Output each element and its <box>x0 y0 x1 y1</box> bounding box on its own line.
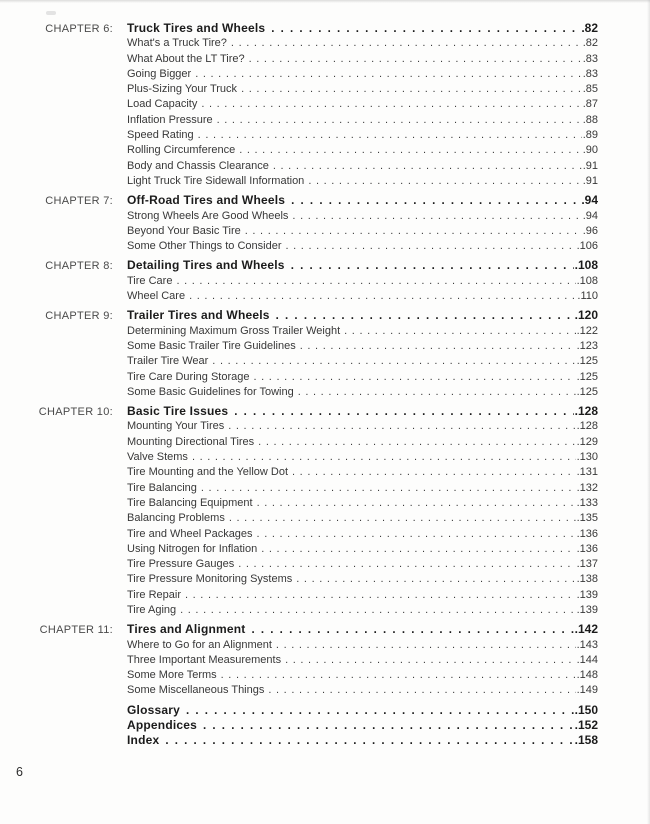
dot-leader <box>234 405 573 420</box>
toc-row <box>34 588 598 603</box>
dot-leader <box>285 653 576 668</box>
toc-row <box>34 542 598 557</box>
dot-leader <box>298 385 576 400</box>
entry-title: Tire Mounting and the Yellow Dot <box>127 466 289 479</box>
toc-row <box>34 308 598 323</box>
toc-row <box>34 258 598 273</box>
entry-page-number: .88 <box>582 113 598 126</box>
toc-row <box>34 435 598 450</box>
entry-page-number: .137 <box>576 558 598 571</box>
entry-page-number: .108 <box>576 274 598 287</box>
dot-leader <box>249 52 582 67</box>
entry-title: Load Capacity <box>127 98 198 111</box>
dot-leader <box>276 638 576 653</box>
entry-page-number: .89 <box>582 129 598 142</box>
entry-page-number: .149 <box>576 684 598 697</box>
entry-title: Trailer Tire Wear <box>127 355 209 368</box>
scan-artifact <box>46 11 56 15</box>
dot-leader <box>344 324 575 339</box>
entry-page-number: .139 <box>576 588 598 601</box>
dot-leader <box>245 224 582 239</box>
entry-page-number: .106 <box>576 240 598 253</box>
dot-leader <box>185 588 576 603</box>
dot-leader <box>229 511 576 526</box>
entry-title: Rolling Circumference <box>127 144 236 157</box>
toc-row <box>34 159 598 174</box>
entry-page-number: .91 <box>582 159 598 172</box>
entry-page-number: .136 <box>576 542 598 555</box>
toc-row <box>34 668 598 683</box>
toc-row <box>34 419 598 434</box>
entry-title: Tire Repair <box>127 588 181 601</box>
entry-page-number: .148 <box>576 669 598 682</box>
toc-row <box>34 239 598 254</box>
chapter-label: CHAPTER 6: <box>45 23 113 35</box>
entry-page-number: .82 <box>581 21 598 35</box>
toc-row <box>34 622 598 637</box>
toc-row <box>34 703 598 718</box>
dot-leader <box>176 274 575 289</box>
dot-leader <box>285 239 575 254</box>
entry-title: Wheel Care <box>127 290 186 303</box>
table-of-contents <box>34 17 598 749</box>
entry-page-number: .142 <box>574 622 598 637</box>
toc-row <box>34 718 598 733</box>
entry-title: Where to Go for an Alignment <box>127 638 272 651</box>
entry-title: Tire Balancing <box>127 481 197 494</box>
toc-row <box>34 128 598 143</box>
entry-title: Plus-Sizing Your Truck <box>127 83 238 96</box>
entry-title: Three Important Measurements <box>127 653 282 666</box>
toc-row <box>34 385 598 400</box>
dot-leader <box>201 97 581 112</box>
dot-leader <box>273 159 582 174</box>
entry-title: Tire Balancing Equipment <box>127 496 253 509</box>
entry-title: Light Truck Tire Sidewall Information <box>127 174 305 187</box>
toc-row <box>34 82 598 97</box>
dot-leader <box>228 419 575 434</box>
entry-page-number: .94 <box>582 209 598 222</box>
dot-leader <box>165 734 573 749</box>
dot-leader <box>203 719 574 734</box>
dot-leader <box>212 354 575 369</box>
toc-row <box>34 450 598 465</box>
dot-leader <box>231 36 582 51</box>
toc-row <box>34 339 598 354</box>
entry-title: Tire Care <box>127 274 173 287</box>
entry-title: Balancing Problems <box>127 512 225 525</box>
dot-leader <box>271 22 580 37</box>
entry-page-number: .94 <box>581 193 598 208</box>
entry-title: Basic Tire Issues <box>127 404 229 419</box>
entry-title: Some Basic Guidelines for Towing <box>127 385 294 398</box>
entry-title: Determining Maximum Gross Trailer Weight <box>127 324 341 337</box>
entry-page-number: .83 <box>582 67 598 80</box>
entry-title: Tire Pressure Monitoring Systems <box>127 573 293 586</box>
entry-page-number: .143 <box>576 638 598 651</box>
chapter-label: CHAPTER 11: <box>39 624 113 637</box>
toc-row <box>34 572 598 587</box>
entry-page-number: .90 <box>582 144 598 157</box>
dot-leader <box>300 339 576 354</box>
entry-page-number: .152 <box>574 718 598 733</box>
entry-page-number: .136 <box>576 527 598 540</box>
entry-page-number: .83 <box>582 52 598 65</box>
dot-leader <box>186 704 574 719</box>
toc-row <box>34 404 598 419</box>
entry-page-number: .85 <box>582 83 598 96</box>
entry-page-number: .125 <box>576 370 598 383</box>
dot-leader <box>291 259 574 274</box>
entry-page-number: .128 <box>574 404 598 419</box>
chapter-label: CHAPTER 7: <box>45 195 113 208</box>
entry-page-number: .87 <box>582 98 598 111</box>
entry-page-number: .91 <box>582 174 598 187</box>
dot-leader <box>261 542 575 557</box>
toc-row <box>34 21 598 36</box>
toc-row <box>34 733 598 748</box>
toc-row <box>34 209 598 224</box>
dot-leader <box>221 668 576 683</box>
toc-row <box>34 67 598 82</box>
entry-title: Tires and Alignment <box>127 622 246 637</box>
dot-leader <box>241 82 582 97</box>
toc-row <box>34 511 598 526</box>
dot-leader <box>201 481 576 496</box>
entry-page-number: .125 <box>576 355 598 368</box>
entry-page-number: .158 <box>574 733 598 748</box>
entry-title: Using Nitrogen for Inflation <box>127 542 258 555</box>
toc-row <box>34 653 598 668</box>
entry-page-number: .138 <box>576 573 598 586</box>
entry-title: Detailing Tires and Wheels <box>127 258 285 273</box>
toc-row <box>34 465 598 480</box>
dot-leader <box>292 209 581 224</box>
toc-row <box>34 370 598 385</box>
dot-leader <box>198 128 582 143</box>
entry-title: Going Bigger <box>127 67 192 80</box>
dot-leader <box>252 623 574 638</box>
entry-title: Truck Tires and Wheels <box>127 21 266 35</box>
dot-leader <box>189 289 576 304</box>
dot-leader <box>180 603 575 618</box>
toc-row <box>34 354 598 369</box>
toc-row <box>34 174 598 189</box>
entry-page-number: .122 <box>576 324 598 337</box>
toc-row <box>34 324 598 339</box>
entry-page-number: .129 <box>576 435 598 448</box>
entry-page-number: .125 <box>576 385 598 398</box>
entry-title: Strong Wheels Are Good Wheels <box>127 209 289 222</box>
dot-leader <box>239 143 581 158</box>
entry-page-number: .130 <box>576 451 598 464</box>
dot-leader <box>268 683 575 698</box>
entry-title: Beyond Your Basic Tire <box>127 224 241 237</box>
dot-leader <box>257 527 576 542</box>
chapter-label: CHAPTER 10: <box>38 406 113 419</box>
chapter-label: CHAPTER 8: <box>45 260 113 273</box>
entry-title: Inflation Pressure <box>127 113 213 126</box>
entry-title: Tire Aging <box>127 603 177 616</box>
toc-row <box>34 638 598 653</box>
entry-page-number: .132 <box>576 481 598 494</box>
toc-row <box>34 496 598 511</box>
entry-title: Some More Terms <box>127 669 217 682</box>
toc-row <box>34 683 598 698</box>
entry-page-number: .135 <box>576 512 598 525</box>
dot-leader <box>276 309 574 324</box>
entry-title: Index <box>127 733 160 748</box>
entry-title: Body and Chassis Clearance <box>127 159 269 172</box>
dot-leader <box>296 572 575 587</box>
toc-row <box>34 52 598 67</box>
dot-leader <box>292 465 576 480</box>
toc-row <box>34 113 598 128</box>
entry-title: Speed Rating <box>127 129 194 142</box>
entry-title: Tire and Wheel Packages <box>127 527 253 540</box>
entry-title: Trailer Tires and Wheels <box>127 308 270 323</box>
dot-leader <box>308 174 581 189</box>
entry-page-number: .131 <box>576 466 598 479</box>
entry-title: Valve Stems <box>127 451 188 464</box>
entry-page-number: .110 <box>577 290 598 303</box>
entry-page-number: .144 <box>576 653 598 666</box>
entry-page-number: .150 <box>574 702 598 717</box>
toc-row <box>34 193 598 208</box>
toc-row <box>34 224 598 239</box>
toc-row <box>34 603 598 618</box>
dot-leader <box>217 113 582 128</box>
dot-leader <box>238 557 575 572</box>
entry-page-number: .120 <box>574 308 598 323</box>
entry-title: What's a Truck Tire? <box>127 37 227 50</box>
dot-leader <box>258 435 575 450</box>
entry-title: Mounting Your Tires <box>127 420 225 433</box>
chapter-label: CHAPTER 9: <box>45 310 113 323</box>
toc-row <box>34 143 598 158</box>
entry-page-number: .123 <box>576 339 598 352</box>
dot-leader <box>291 194 580 209</box>
entry-page-number: .133 <box>576 496 598 509</box>
toc-row <box>34 36 598 51</box>
toc-row <box>34 481 598 496</box>
dot-leader <box>195 67 581 82</box>
entry-page-number: .128 <box>576 420 598 433</box>
entry-title: Tire Care During Storage <box>127 370 250 383</box>
entry-title: Glossary <box>127 702 180 717</box>
entry-page-number: .82 <box>582 37 598 50</box>
dot-leader <box>253 370 575 385</box>
entry-page-number: .96 <box>582 224 598 237</box>
entry-title: Appendices <box>127 718 198 733</box>
entry-title: Some Other Things to Consider <box>127 240 282 253</box>
entry-title: Off-Road Tires and Wheels <box>127 193 286 208</box>
dot-leader <box>192 450 576 465</box>
entry-title: Some Basic Trailer Tire Guidelines <box>127 339 296 352</box>
entry-page-number: .108 <box>574 258 598 273</box>
toc-row <box>34 97 598 112</box>
toc-row <box>34 289 598 304</box>
entry-title: What About the LT Tire? <box>127 52 245 65</box>
dot-leader <box>257 496 576 511</box>
entry-page-number: .139 <box>576 603 598 616</box>
toc-row <box>34 527 598 542</box>
entry-title: Some Miscellaneous Things <box>127 684 265 697</box>
scan-edge-top <box>0 0 650 3</box>
toc-row <box>34 557 598 572</box>
page-number: 6 <box>16 765 23 779</box>
entry-title: Tire Pressure Gauges <box>127 558 235 571</box>
toc-row <box>34 274 598 289</box>
entry-title: Mounting Directional Tires <box>127 435 255 448</box>
